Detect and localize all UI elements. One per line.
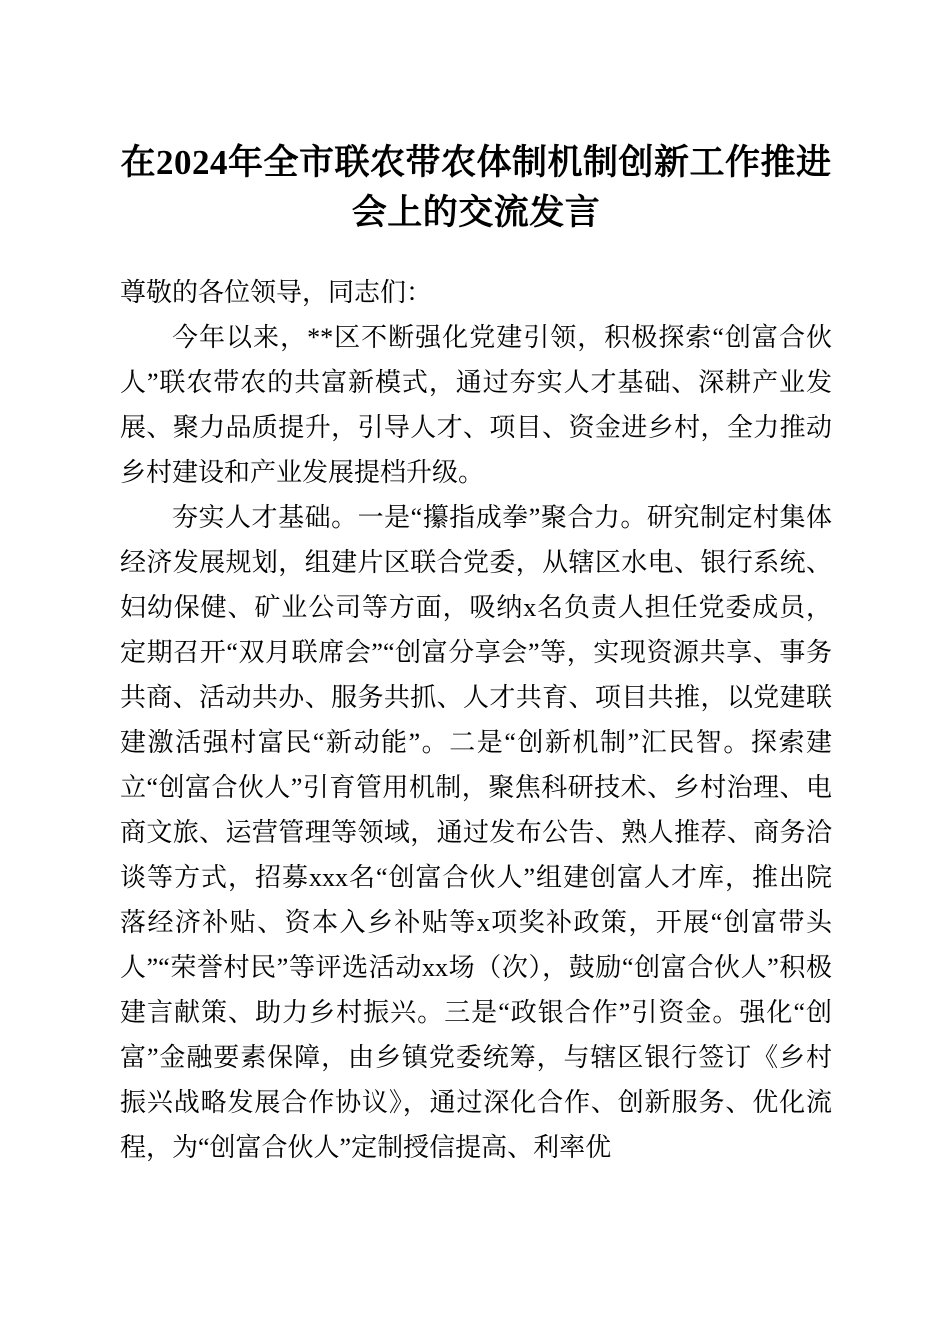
paragraph-intro: 今年以来，**区不断强化党建引领，积极探索“创富合伙人”联农带农的共富新模式，通过夯实人才基础、深耕产业发展、聚力品质提升，引导人才、项目、资金进乡村，全力推动乡村建设和产业发展提档升级。 — [120, 323, 832, 487]
paragraph-body: 夯实人才基础。一是“攥指成拳”聚合力。研究制定村集体经济发展规划，组建片区联合党委，从辖区水电、银行系统、妇幼保健、矿业公司等方面，吸纳x名负责人担任党委成员，定期召开“双月联席会”“创富分享会”等，实现资源共享、事务共商、活动共办、服务共抓、人才共育、项目共推，以党建联建激活强村富民“新动能”。二是“创新机制”汇民智。探索建立“创富合伙人”引育管用机制，聚焦科研技术、乡村治理、电商文旅、运营管理等领域，通过发布公告、熟人推荐、商务洽谈等方式，招募xxx名“创富合伙人”组建创富人才库，推出院落经济补贴、资本入乡补贴等x项奖补政策，开展“创富带头人”“荣誉村民”等评选活动xx场（次），鼓励“创富合伙人”积极建言献策、助力乡村振兴。三是“政银合作”引资金。强化“创富”金融要素保障，由乡镇党委统筹，与辖区银行签订《乡村振兴战略发展合作协议》，通过深化合作、创新服务、优化流程，为“创富合伙人”定制授信提高、利率优 — [120, 503, 832, 1162]
salutation-line: 尊敬的各位领导，同志们： — [120, 278, 433, 307]
document-title: 在2024年全市联农带农体制机制创新工作推进会上的交流发言 — [120, 143, 832, 232]
